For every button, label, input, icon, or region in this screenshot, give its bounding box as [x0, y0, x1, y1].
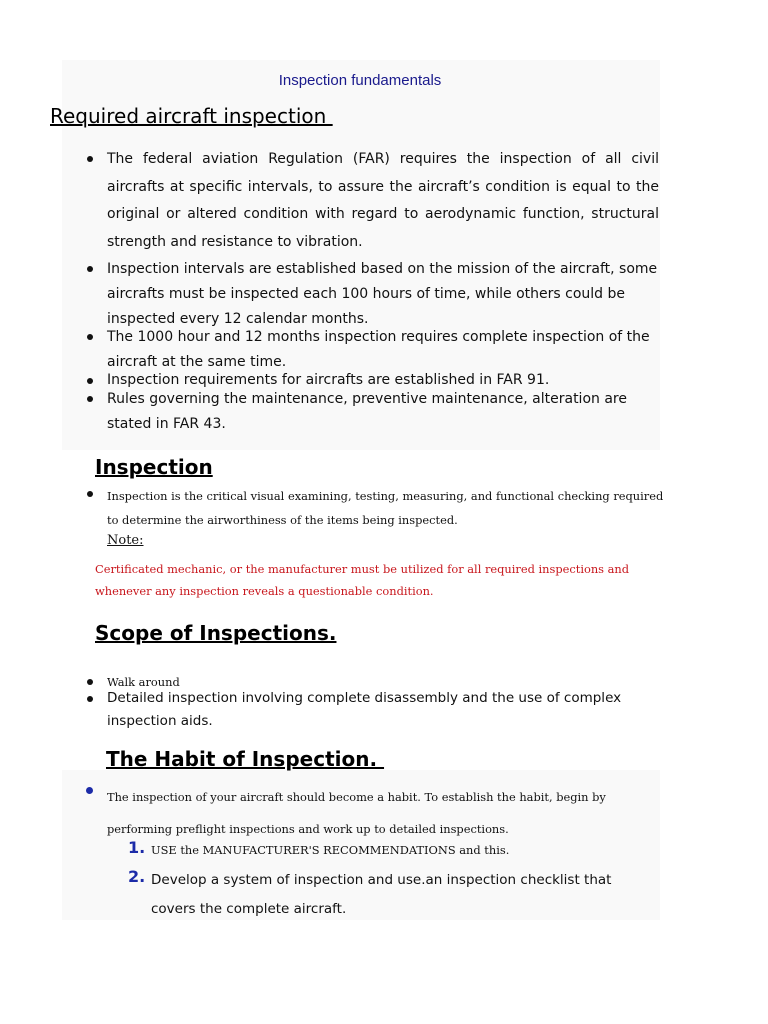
document-title: Inspection fundamentals: [278, 72, 442, 89]
bullet-marker: [87, 378, 93, 384]
heading-habit-of-inspection: The Habit of Inspection.: [106, 747, 385, 771]
inspection-bullet: Inspection is the critical visual examining, testing, measuring, and functional checking required to determine the airworthiness of the items being inspected.: [107, 489, 664, 527]
required-bullet-1: The federal aviation Regulation (FAR) requires the inspection of all civil aircrafts at specific intervals, to assure the aircraft’s condition is equal to the original or altered condition with regard to aerodynamic function, structural strength and resistance to vibration.: [107, 151, 659, 250]
habit-bullet: The inspection of your aircraft should become a habit. To establish the habit, begin by performing preflight inspections and work up to detailed inspections.: [107, 790, 606, 836]
scope-bullet-2: Detailed inspection involving complete disassembly and the use of complex inspection aids.: [107, 690, 622, 729]
note-label: Note:: [107, 533, 144, 548]
numbered-item-2-text: Develop a system of inspection and use.an inspection checklist that covers the complete aircraft.: [151, 872, 612, 917]
required-bullet-2: Inspection intervals are established based on the mission of the aircraft, some aircrafts must be inspected each 100 hours of time, while others could be inspected every 12 calendar months.: [107, 261, 658, 327]
required-bullet-3: The 1000 hour and 12 months inspection requires complete inspection of the aircraft at the same time.: [107, 329, 650, 370]
numbered-item-1-text: USE the MANUFACTURER'S RECOMMENDATIONS and this.: [151, 843, 510, 857]
required-bullet-4: Inspection requirements for aircrafts are established in FAR 91.: [107, 372, 550, 388]
heading-required-aircraft-inspection: Required aircraft inspection: [50, 104, 333, 128]
bullet-marker: [87, 491, 93, 497]
bullet-marker: [87, 396, 93, 402]
bullet-marker: [87, 679, 93, 685]
note-text: Certificated mechanic, or the manufacturer must be utilized for all required inspections and whenever any inspection reveals a questionable condition.: [95, 562, 630, 598]
bullet-marker: [86, 787, 93, 794]
bullet-marker: [87, 334, 93, 340]
heading-scope-of-inspections: Scope of Inspections.: [95, 621, 337, 645]
heading-inspection: Inspection: [95, 455, 213, 479]
bullet-marker: [87, 156, 93, 162]
required-bullet-5: Rules governing the maintenance, preventive maintenance, alteration are stated in FAR 43.: [107, 391, 627, 432]
scope-bullet-1: Walk around: [107, 675, 180, 689]
numbered-item-1-number: 1.: [128, 838, 146, 857]
bullet-marker: [87, 266, 93, 272]
bullet-marker: [87, 696, 93, 702]
numbered-item-2-number: 2.: [128, 867, 146, 886]
